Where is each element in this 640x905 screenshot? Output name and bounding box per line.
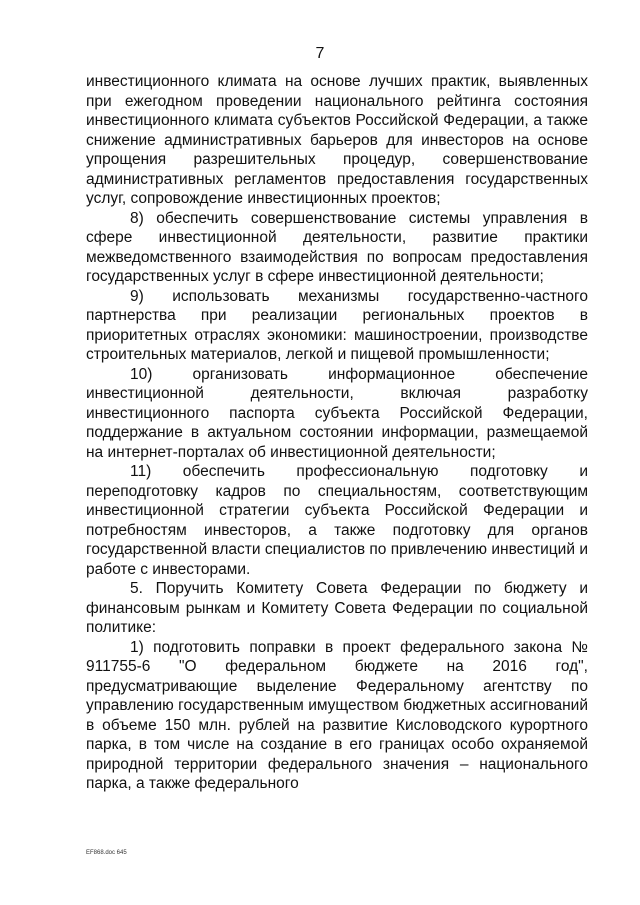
paragraph-item-10: 10) организовать информационное обеспечение инвестиционной деятельности, включая разработку инвестиционного паспорта субъекта Российской Федерации, поддержание в актуальном состоянии информации, размещаемой на интернет-порталах об инвестиционной деятельности; [86, 365, 588, 461]
paragraph-item-8: 8) обеспечить совершенствование системы управления в сфере инвестиционной деятельности, развитие практики межведомственного взаимодействия по вопросам предоставления государственных услуг в сфере инвестиционной деятельности; [86, 209, 588, 285]
paragraph-item-9: 9) использовать механизмы государственно-частного партнерства при реализации региональных проектов в приоритетных отраслях экономики: машиностроении, производстве строительных материалов, легкой и пищевой промышленности; [86, 287, 588, 363]
paragraph-item-11: 11) обеспечить профессиональную подготовку и переподготовку кадров по специальностям, соответствующим инвестиционной стратегии субъекта Российской Федерации и потребностям инвесторов, а также подготовку для органов государственной власти специалистов по привлечению инвестиций и работе с инвесторами. [86, 463, 588, 578]
page-number: 7 [315, 45, 325, 62]
paragraph-item-1: 1) подготовить поправки в проект федерального закона № 911755-6 "О федеральном бюджете на 2016 год", предусматривающие выделение Федеральному агентству по управлению государственным имуществом бюджетных ассигнований в объеме 150 млн. рублей на развитие Кисловодского курортного парка, в том числе на создание в его границах особо охраняемой природной территории федерального значения – национального парка, а также федерального [86, 638, 588, 792]
footer-code: EF868.doc 645 [86, 850, 127, 856]
document-body [86, 72, 588, 794]
paragraph-section-5: 5. Поручить Комитету Совета Федерации по бюджету и финансовым рынкам и Комитету Совета Федерации по социальной политике: [86, 580, 588, 636]
paragraph-continuation: инвестиционного климата на основе лучших практик, выявленных при ежегодном проведении национального рейтинга состояния инвестиционного климата субъектов Российской Федерации, а также снижение административных барьеров для инвесторов на основе упрощения разрешительных процедур, совершенствование административных регламентов предоставления государственных услуг, сопровождение инвестиционных проектов; [86, 73, 588, 207]
